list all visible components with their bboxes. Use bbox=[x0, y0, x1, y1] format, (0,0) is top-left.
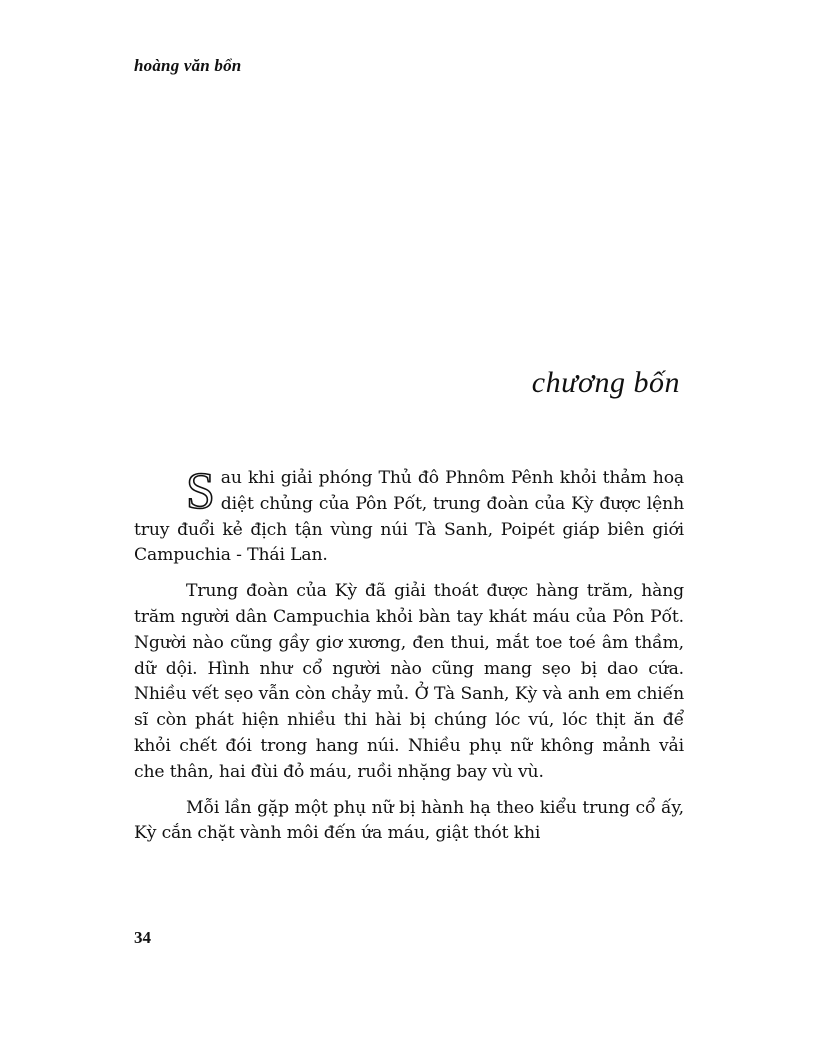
chapter-title: chương bốn bbox=[531, 366, 680, 399]
paragraph-1 bbox=[134, 463, 684, 569]
drop-cap: S bbox=[186, 463, 215, 520]
running-head: hoàng văn bổn bbox=[134, 56, 242, 75]
paragraph-1-text: au khi giải phóng Thủ đô Phnôm Pênh khỏi thảm hoạ diệt chủng của Pôn Pốt, trung đoàn của Kỳ được lệnh truy đuổi kẻ địch tận vùng núi Tà Sanh, Poipét giáp biên giới Campuchia - Thái Lan. bbox=[134, 468, 684, 566]
body-text bbox=[134, 463, 684, 857]
paragraph-2: Trung đoàn của Kỳ đã giải thoát được hàng trăm, hàng trăm người dân Campuchia khỏi bàn tay khát máu của Pôn Pốt. Người nào cũng gầy giơ xương, đen thui, mắt toe toé âm thầm, dữ dội. Hình như cổ người nào cũng mang sẹo bị dao cứa. Nhiều vết sẹo vẫn còn chảy mủ. Ở Tà Sanh, Kỳ và anh em chiến sĩ còn phát hiện nhiều thi hài bị chúng lóc vú, lóc thịt ăn để khỏi chết đói trong hang núi. Nhiều phụ nữ không mảnh vải che thân, hai đùi đỏ máu, ruồi nhặng bay vù vù. bbox=[134, 581, 684, 782]
paragraph-3: Mỗi lần gặp một phụ nữ bị hành hạ theo kiểu trung cổ ấy, Kỳ cắn chặt vành môi đến ứa máu, giật thót khi bbox=[134, 797, 684, 844]
page-number: 34 bbox=[134, 928, 151, 947]
